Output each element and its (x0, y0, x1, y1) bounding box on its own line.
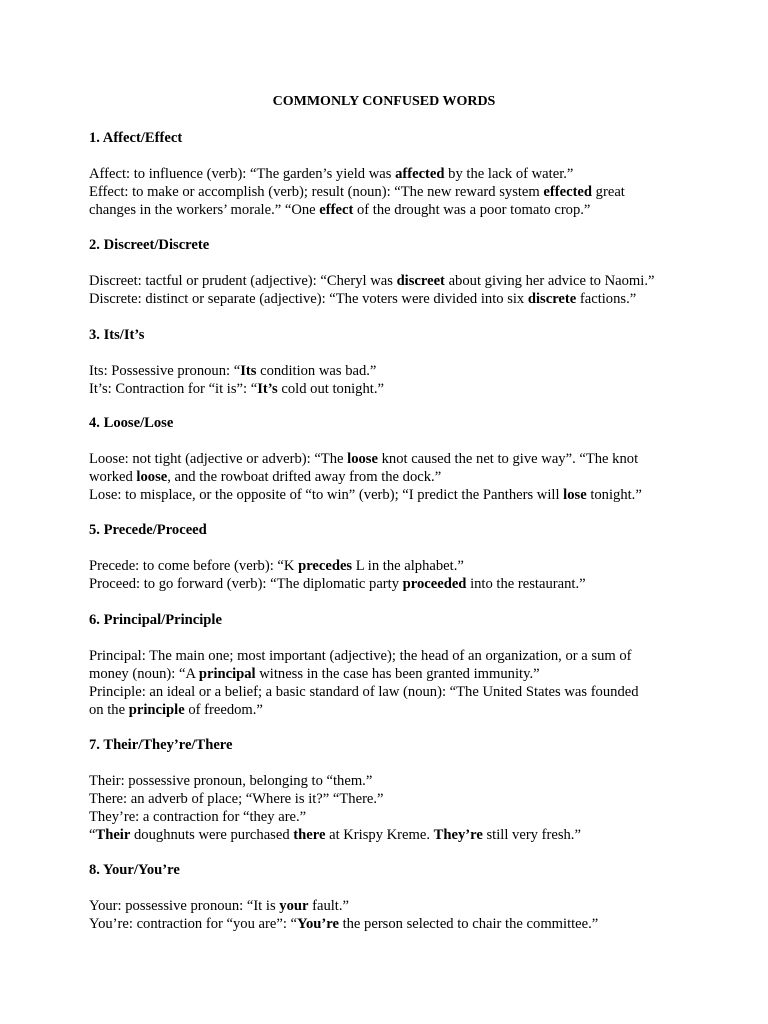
text-run: Lose: to misplace, or the opposite of “to win” (verb); “I predict the Panthers will (89, 487, 564, 503)
text-run: It’s: Contraction for “it is”: “ (89, 381, 258, 397)
section-heading: 6. Principal/Principle (89, 612, 222, 628)
text-run: Affect: to influence (verb): “The garden’s yield was (89, 166, 396, 182)
definition-line (89, 701, 689, 719)
emphasized-word: precedes (298, 558, 353, 574)
definition-block (89, 272, 689, 308)
emphasized-word: affected (395, 166, 445, 182)
text-run: “ (89, 827, 96, 843)
definition-block (89, 557, 689, 593)
text-run: Discrete: distinct or separate (adjective): “The voters were divided into six (89, 291, 528, 307)
text-run: by the lack of water.” (444, 166, 574, 182)
text-run: Precede: to come before (verb): “K (89, 558, 299, 574)
text-run: Loose: not tight (adjective or adverb): “The (89, 451, 348, 467)
text-run: changes in the workers’ morale.” “One (89, 202, 320, 218)
section-4 (89, 414, 689, 504)
definition-line (89, 897, 689, 915)
text-run: Discreet: tactful or prudent (adjective): “Cheryl was (89, 273, 397, 289)
document-title: COMMONLY CONFUSED WORDS (272, 94, 496, 109)
emphasized-word: Their (95, 827, 131, 843)
definition-line (89, 486, 689, 504)
text-run: doughnuts were purchased (130, 827, 294, 843)
definition-line (89, 557, 689, 575)
text-run: the person selected to chair the committee.” (338, 916, 599, 932)
emphasized-word: effected (543, 184, 593, 200)
definition-line (89, 826, 689, 844)
section-heading: 1. Affect/Effect (89, 130, 183, 146)
text-run: money (noun): “A (89, 666, 199, 682)
definition-line (89, 808, 689, 826)
emphasized-word: Its (240, 363, 257, 379)
text-run: great (592, 184, 625, 200)
section-heading: 5. Precede/Proceed (89, 522, 207, 538)
text-run: You’re: contraction for “you are”: “ (89, 916, 298, 932)
emphasized-word: They’re (433, 827, 483, 843)
emphasized-word: It’s (257, 381, 278, 397)
definition-line (89, 183, 689, 201)
section-5 (89, 521, 689, 593)
text-run: fault.” (308, 898, 349, 914)
definition-block (89, 772, 689, 844)
definition-line (89, 450, 689, 468)
text-run: Principal: The main one; most important (adjective); the head of an organization, or a sum of (89, 648, 632, 664)
emphasized-word: there (293, 827, 326, 843)
emphasized-word: discrete (527, 291, 577, 307)
definition-line (89, 790, 689, 808)
emphasized-word: discreet (396, 273, 445, 289)
text-run: They’re: a contraction for “they are.” (89, 809, 307, 825)
text-run: Principle: an ideal or a belief; a basic standard of law (noun): “The United States was founded (89, 684, 639, 700)
emphasized-word: effect (319, 202, 354, 218)
text-run: Proceed: to go forward (verb): “The diplomatic party (89, 576, 403, 592)
text-run: condition was bad.” (256, 363, 377, 379)
definition-line (89, 665, 689, 683)
section-2 (89, 236, 689, 308)
definition-line (89, 683, 689, 701)
section-7 (89, 736, 689, 844)
definition-line (89, 915, 689, 933)
text-run: of the drought was a poor tomato crop.” (353, 202, 591, 218)
text-run: of freedom.” (184, 702, 263, 718)
text-run: , and the rowboat drifted away from the dock.” (167, 469, 442, 485)
emphasized-word: loose (136, 469, 168, 485)
definition-line (89, 362, 689, 380)
text-run: Effect: to make or accomplish (verb); result (noun): “The new reward system (89, 184, 544, 200)
definition-line (89, 772, 689, 790)
definition-line (89, 201, 689, 219)
text-run: at Krispy Kreme. (325, 827, 434, 843)
section-6 (89, 611, 689, 719)
text-run: Their: possessive pronoun, belonging to “them.” (89, 773, 373, 789)
section-heading: 7. Their/They’re/There (89, 737, 233, 753)
text-run: worked (89, 469, 137, 485)
definition-block (89, 897, 689, 933)
text-run: still very fresh.” (482, 827, 581, 843)
section-heading: 8. Your/You’re (89, 862, 180, 878)
section-8 (89, 861, 689, 933)
definition-block (89, 165, 689, 219)
definition-line (89, 468, 689, 486)
text-run: factions.” (576, 291, 637, 307)
definition-line (89, 647, 689, 665)
definition-block (89, 450, 689, 504)
text-run: cold out tonight.” (277, 381, 384, 397)
text-run: knot caused the net to give way”. “The knot (377, 451, 639, 467)
definition-line (89, 575, 689, 593)
emphasized-word: principal (198, 666, 256, 682)
text-run: tonight.” (586, 487, 642, 503)
emphasized-word: your (279, 898, 309, 914)
text-run: on the (89, 702, 129, 718)
section-heading: 4. Loose/Lose (89, 415, 174, 431)
emphasized-word: lose (563, 487, 587, 503)
definition-line (89, 165, 689, 183)
emphasized-word: proceeded (402, 576, 467, 592)
text-run: about giving her advice to Naomi.” (444, 273, 655, 289)
text-run: Its: Possessive pronoun: “ (89, 363, 241, 379)
definition-line (89, 380, 689, 398)
text-run: There: an adverb of place; “Where is it?” “There.” (89, 791, 384, 807)
section-heading: 2. Discreet/Discrete (89, 237, 210, 253)
definition-line (89, 272, 689, 290)
text-run: Your: possessive pronoun: “It is (89, 898, 280, 914)
definition-line (89, 290, 689, 308)
emphasized-word: You’re (297, 916, 339, 932)
text-run: L in the alphabet.” (352, 558, 464, 574)
section-3 (89, 326, 689, 398)
definition-block (89, 362, 689, 398)
emphasized-word: principle (128, 702, 185, 718)
text-run: witness in the case has been granted immunity.” (255, 666, 540, 682)
emphasized-word: loose (347, 451, 378, 467)
section-heading: 3. Its/It’s (89, 327, 145, 343)
text-run: into the restaurant.” (466, 576, 586, 592)
section-1 (89, 129, 689, 219)
definition-block (89, 647, 689, 719)
